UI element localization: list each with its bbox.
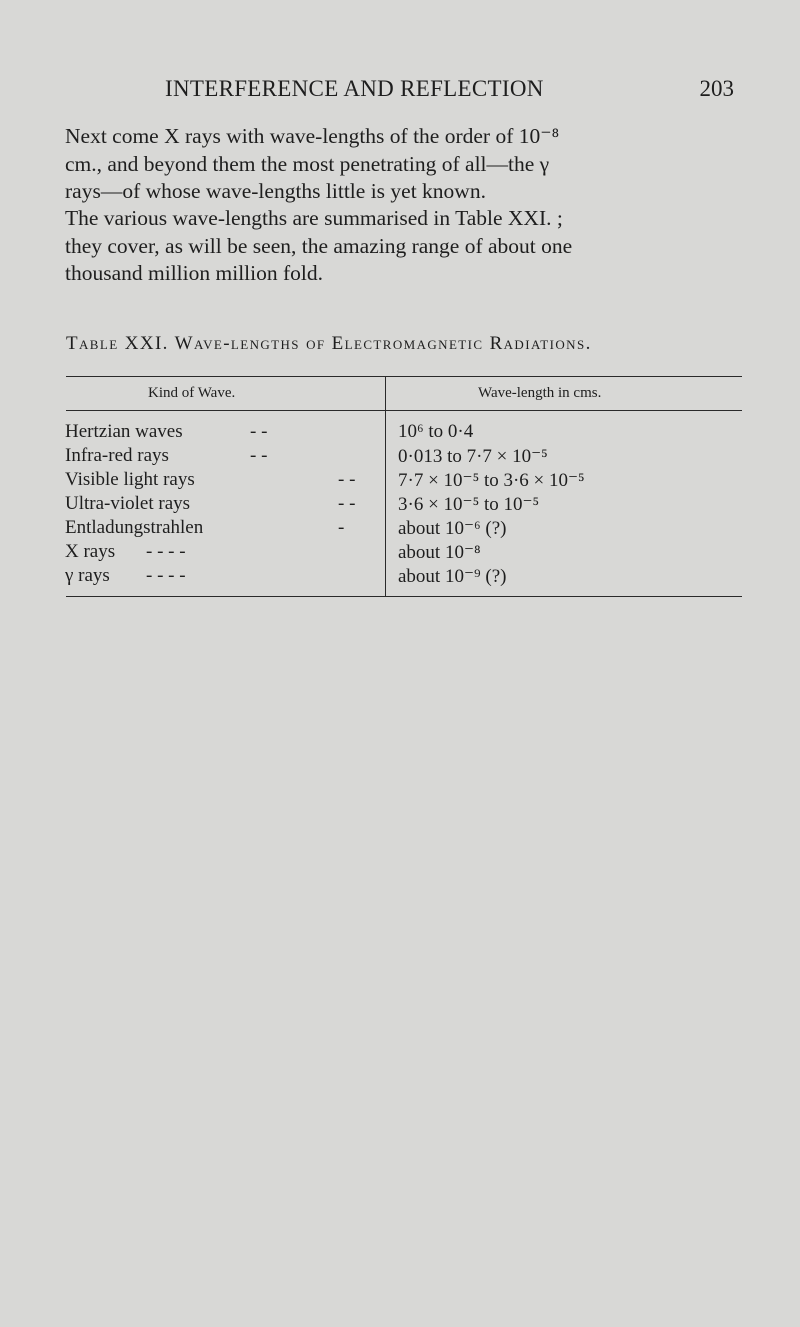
wave-length: 0·013 to 7·7 × 10⁻⁵	[398, 446, 548, 467]
leader-dots: - -	[338, 493, 356, 514]
wave-length: 10⁶ to 0·4	[398, 421, 474, 442]
wave-length: about 10⁻⁸	[398, 542, 481, 563]
wave-kind: Visible light rays	[65, 469, 195, 490]
leader-dots: - -	[250, 421, 268, 442]
wave-length: 3·6 × 10⁻⁵ to 10⁻⁵	[398, 494, 540, 515]
wave-length: 7·7 × 10⁻⁵ to 3·6 × 10⁻⁵	[398, 470, 585, 491]
wave-length: about 10⁻⁹ (?)	[398, 566, 507, 587]
text-line: Next come X rays with wave-lengths of the order of 10⁻⁸	[65, 124, 560, 148]
page-number: 203	[699, 76, 734, 101]
text-line: they cover, as will be seen, the amazing range of about one	[65, 233, 573, 258]
text-line: The various wave-lengths are summarised in Table XXI. ;	[65, 206, 563, 230]
table-top-rule	[66, 376, 742, 377]
text-line: rays—of whose wave-lengths little is yet known.	[65, 179, 486, 203]
paragraph-summary	[65, 205, 740, 288]
table-row	[0, 565, 800, 589]
table-row	[0, 541, 800, 565]
wave-kind: γ rays	[65, 565, 110, 586]
text-line: cm., and beyond them the most penetrating of all—the γ	[65, 151, 550, 176]
table-row	[0, 493, 800, 517]
table-bottom-rule	[66, 596, 742, 597]
wave-length: about 10⁻⁶ (?)	[398, 518, 507, 539]
table-row	[0, 517, 800, 541]
wave-kind: Hertzian waves	[65, 421, 183, 442]
leader-dots: - - - -	[146, 565, 186, 586]
table-row	[0, 445, 800, 469]
leader-dots: - - - -	[146, 541, 186, 562]
leader-dots: -	[338, 517, 345, 538]
running-head	[0, 76, 800, 116]
table-caption: Table XXI. Wave-lengths of Electromagnetic Radiations.	[66, 333, 592, 354]
wave-kind: Entladungstrahlen	[65, 517, 204, 538]
wave-kind: X rays	[65, 541, 116, 562]
table-row	[0, 469, 800, 493]
running-title: INTERFERENCE AND REFLECTION	[165, 76, 544, 101]
paragraph-x-rays	[65, 123, 740, 206]
table-header-rule	[66, 410, 742, 411]
wave-kind: Infra-red rays	[65, 445, 169, 466]
wave-kind: Ultra-violet rays	[65, 493, 191, 514]
leader-dots: - -	[250, 445, 268, 466]
text-line: thousand million million fold.	[65, 261, 323, 285]
column-header-wavelength: Wave-length in cms.	[478, 385, 602, 401]
leader-dots: - -	[338, 469, 356, 490]
column-header-kind: Kind of Wave.	[148, 385, 236, 401]
table-row	[0, 421, 800, 445]
